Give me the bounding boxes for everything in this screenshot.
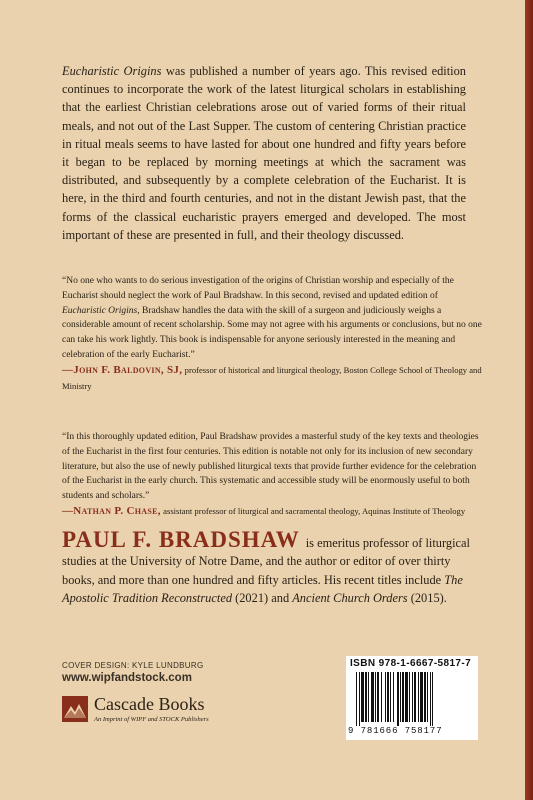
author-name: PAUL F. BRADSHAW — [62, 527, 300, 552]
barcode-bar — [414, 672, 416, 722]
barcode-bar — [432, 672, 433, 726]
publisher-logo — [62, 694, 262, 730]
endorsement-1-text-before: “No one who wants to do serious investigation of the origins of Christian worship and especially of the Eucharist should neglect the work of Paul Bradshaw. In this second, revised and updated edition of — [62, 276, 454, 301]
barcode-bar — [385, 672, 386, 722]
barcode-bar — [400, 672, 401, 722]
isbn-barcode — [346, 656, 478, 740]
isbn-number: ISBN 978-1-6667-5817-7 — [350, 658, 472, 669]
blurb-book-title: Eucharistic Origins — [62, 64, 162, 78]
spine-edge — [525, 0, 533, 800]
endorsement-1-text-after: , Bradshaw handles the data with the skill of a surgeon and judiciously weighs a considerable amount of recent scholarship. Some may not agree with his arguments or conclusions, but no one can take his work lightly. This book is indispensable for anyone seriously interested in the meaning and celebration of the early Eucharist.” — [62, 305, 482, 360]
endorsement-1-role: professor of historical and liturgical theology, Boston College School of Theology and Ministry — [62, 364, 482, 391]
barcode-bar — [387, 672, 389, 722]
endorsement-2-name: —Nathan P. Chase, — [62, 504, 161, 517]
barcode-bar — [368, 672, 369, 722]
endorsement-2-text: “In this thoroughly updated edition, Paul Bradshaw provides a masterful study of the key texts and theologies of the Eucharist in the first four centuries. This edition is notable not only for its inclusion of new secondary literature, but also the use of newly published liturgical texts that provide further evidence for the celebration of the Eucharist in the early church. This systematic and accessible study will be enormously useful to both students and scholars.” — [62, 432, 479, 502]
barcode-bar — [365, 672, 367, 722]
back-cover-blurb — [62, 62, 466, 244]
barcode-bars — [346, 670, 478, 726]
author-bio-text-1: is emeritus professor of liturgical studies at the University of Notre Dame, and the author or editor of over thirty books, and more than one hundred and fifty articles. His recent titles include — [62, 536, 470, 587]
barcode-bar — [405, 672, 408, 722]
barcode-bar — [381, 672, 382, 722]
endorsement-2-role: assistant professor of liturgical and sacramental theology, Aquinas Institute of Theology — [163, 505, 466, 516]
cover-design-credit: COVER DESIGN: KYLE LUNDBURG — [62, 661, 204, 670]
endorsement-1-italic: Eucharistic Origins — [62, 305, 138, 316]
mountain-logo-icon — [62, 696, 88, 722]
barcode-bar — [424, 672, 426, 722]
barcode-bar — [418, 672, 419, 722]
barcode-bar — [356, 672, 357, 726]
endorsement-1 — [62, 274, 482, 394]
publisher-imprint: An Imprint of WIPF and STOCK Publishers — [94, 716, 209, 723]
author-title-1: The Apostolic Tradition Reconstructed — [62, 572, 463, 606]
barcode-bar — [359, 672, 360, 726]
author-bio-text-2: (2021) and — [232, 591, 293, 606]
barcode-bar — [397, 672, 399, 726]
author-bio — [62, 527, 474, 608]
barcode-bar — [430, 672, 431, 726]
barcode-bar — [375, 672, 376, 722]
barcode-bar — [390, 672, 391, 722]
barcode-digits: 9 781666 758177 — [348, 726, 443, 736]
barcode-bar — [420, 672, 423, 722]
barcode-bar — [393, 672, 394, 722]
endorsement-1-name: —John F. Baldovin, SJ, — [62, 363, 183, 376]
publisher-website: www.wipfandstock.com — [62, 672, 192, 684]
blurb-text: was published a number of years ago. This revised edition continues to incorporate the work of the latest liturgical scholars in establishing that the earliest Christian celebrations arose out of varied forms of their ritual meals, and not out of the Last Supper. The custom of centering Christian practice in ritual meals seems to have lasted for about one hundred and fifty years before it began to be replaced by morning meetings at which the sacrament was distributed, and subsequently by a complete celebration of the Eucharist. It is here, in the third and fourth centuries, and not in the distant Jewish past, that the forms of the classical eucharistic prayers emerged and developed. The most important of these are presented in full, and their theology discussed. — [62, 64, 467, 242]
barcode-bar — [361, 672, 364, 722]
author-title-2: Ancient Church Orders — [292, 591, 408, 606]
barcode-bar — [402, 672, 404, 722]
endorsement-2 — [62, 430, 482, 520]
barcode-bar — [409, 672, 410, 722]
barcode-bar — [427, 672, 428, 722]
publisher-name: Cascade Books — [94, 694, 205, 714]
barcode-bar — [412, 672, 413, 722]
author-bio-text-3: (2015). — [407, 591, 447, 606]
barcode-bar — [377, 672, 379, 722]
barcode-bar — [371, 672, 374, 722]
